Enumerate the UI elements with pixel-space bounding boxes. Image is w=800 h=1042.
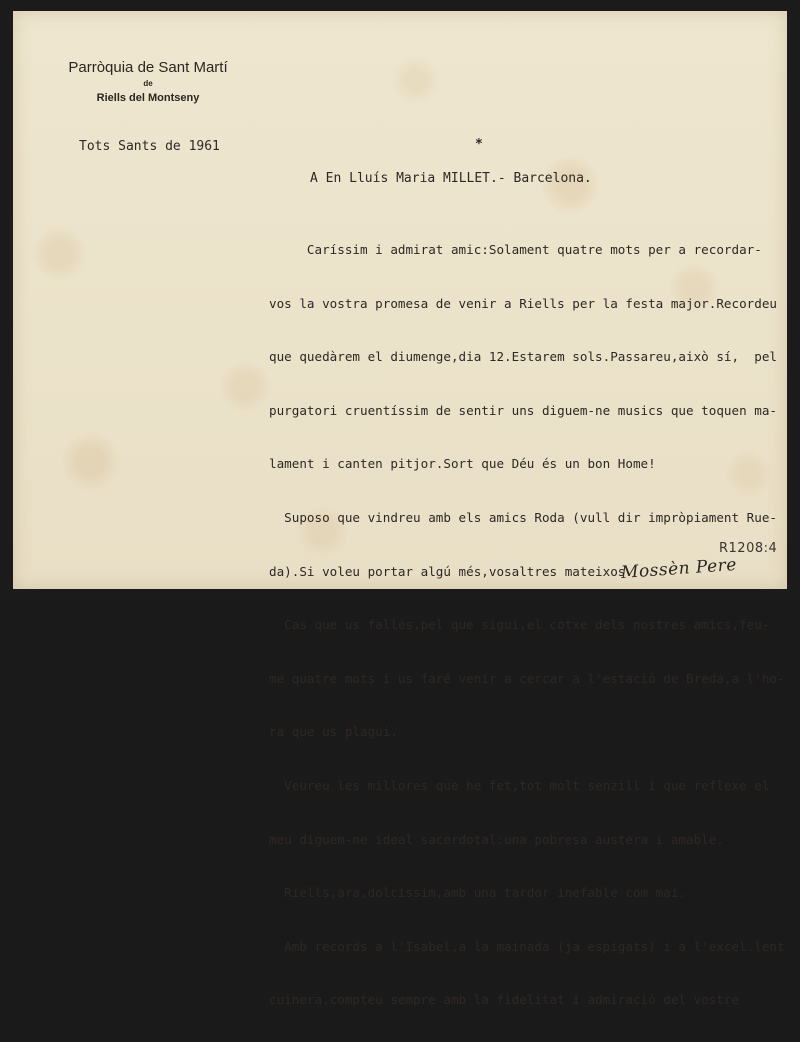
body-line: Veureu les millores que he fet,tot molt senzill i que reflexe el [269, 777, 770, 793]
body-line: meu diguem-ne ideal sacerdotal:una pobresa austera i amable. [269, 831, 724, 847]
letterhead-de: de [143, 79, 153, 88]
body-line: Cas que us fallés,pel que sigui,el cotxe dels nostres amics,feu- [269, 617, 770, 633]
letter-date: Tots Sants de 1961 [79, 139, 220, 154]
body-line: Caríssim i admirat amic:Solament quatre mots per a recordar- [269, 242, 762, 257]
body-line: ra que us plagui. [269, 724, 398, 740]
addressee: A En Lluís Maria MILLET.- Barcelona. [310, 171, 592, 186]
body-line: da).Si voleu portar algú més,vosaltres mateixos. [269, 563, 633, 579]
body-line: vos la vostra promesa de venir a Riells per la festa major.Recordeu [269, 295, 777, 311]
handwritten-signature: Mossèn Pere [620, 554, 738, 584]
letterhead-parish: Parròquia de Sant Martí [68, 59, 228, 76]
letterhead-place: Riells del Montseny [96, 92, 200, 104]
letter-paper [13, 11, 787, 1008]
asterisk-mark: * [475, 137, 483, 152]
catalog-number: R1208:4 [719, 541, 778, 556]
body-line: cuinera,compteu sempre amb la fidelitat i admiració del vostre [269, 992, 740, 1008]
body-line: me quatre mots i us faré venir a cercar a l'estació de Breda,a l'ho- [269, 670, 785, 686]
body-line: purgatori cruentíssim de sentir uns diguem-ne musics que toquen ma- [269, 402, 777, 418]
body-line: Riells,ara,dolcíssim,amb una tardor inefable com mai. [269, 885, 687, 901]
body-line: Suposo que vindreu amb els amics Roda (vull dir impròpiament Rue- [269, 509, 777, 525]
letter-body [269, 208, 785, 1042]
body-line: que quedàrem el diumenge,dia 12.Estarem sols.Passareu,això sí, pel [269, 349, 777, 365]
body-line: lament i canten pitjor.Sort que Déu és un bon Home! [269, 456, 656, 472]
body-line: Amb records a l'Isabel,a la mainada (ja espigats) i a l'excel.lent [269, 938, 785, 954]
letterhead [53, 59, 243, 105]
